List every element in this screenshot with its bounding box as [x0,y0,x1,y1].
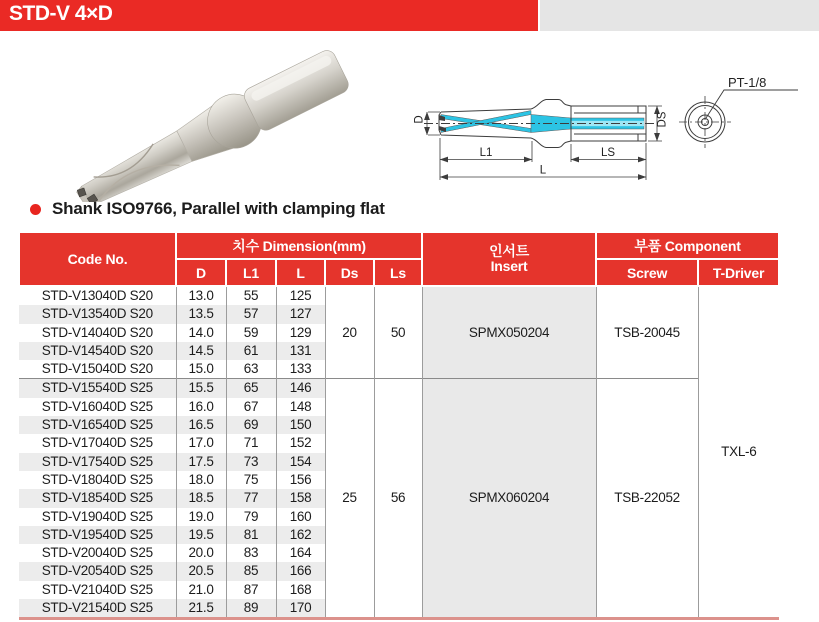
l-cell: 131 [276,342,325,360]
d-cell: 20.0 [176,544,226,562]
header-dimension: 치수 Dimension(mm) [176,232,422,259]
d-cell: 15.0 [176,360,226,379]
code-cell: STD-V19540D S25 [19,526,176,544]
d-cell: 18.0 [176,471,226,489]
dim-label-ls: LS [600,147,616,159]
l1-cell: 73 [226,453,276,471]
d-cell: 16.0 [176,398,226,416]
d-cell: 14.5 [176,342,226,360]
l1-cell: 65 [226,379,276,398]
l-cell: 152 [276,434,325,452]
d-cell: 21.5 [176,599,226,619]
code-cell: STD-V14040D S20 [41,324,153,340]
d-cell: 13.0 [176,286,226,305]
l1-cell: 57 [226,305,276,323]
d-cell: 20.5 [176,562,226,580]
header-insert [422,232,596,286]
d-cell: 15.5 [176,379,226,398]
l1-cell: 85 [226,562,276,580]
insert-merged-cell: SPMX060204 [422,379,596,619]
l-cell: 129 [276,324,325,342]
header-screw: Screw [596,259,698,286]
l1-cell: 61 [226,342,276,360]
ls-merged-cell: 56 [374,379,422,619]
l1-cell: 77 [226,489,276,507]
header-l: L [276,259,325,286]
header-d: D [176,259,226,286]
dim-label-l1: L1 [479,147,493,159]
insert-merged-cell: SPMX050204 [422,286,596,379]
l1-cell: 75 [226,471,276,489]
l-cell: 150 [276,416,325,434]
code-cell: STD-V20040D S25 [41,545,153,561]
header-l1: L1 [226,259,276,286]
title-bar [0,0,538,31]
l-cell: 158 [276,489,325,507]
table-row [19,379,779,398]
l1-cell: 67 [226,398,276,416]
code-cell: STD-V13540D S20 [19,305,176,323]
code-cell: STD-V18040D S25 [41,471,153,487]
d-cell: 13.5 [176,305,226,323]
l1-cell: 87 [226,581,276,599]
l-cell: 133 [276,360,325,379]
header-ds: Ds [325,259,374,286]
l1-cell: 71 [226,434,276,452]
product-photo [58,50,368,202]
l-cell: 146 [276,379,325,398]
l1-cell: 63 [226,360,276,379]
dim-label-d: D [413,115,426,124]
l-cell: 162 [276,526,325,544]
l-cell: 125 [276,286,325,305]
screw-merged-cell: TSB-20045 [596,286,698,379]
l-cell: 156 [276,471,325,489]
page-title: STD-V 4×D [9,2,113,25]
d-cell: 19.5 [176,526,226,544]
d-cell: 16.5 [176,416,226,434]
l-cell: 166 [276,562,325,580]
l-cell: 164 [276,544,325,562]
d-cell: 21.0 [176,581,226,599]
l1-cell: 69 [226,416,276,434]
spec-table [18,231,780,620]
d-cell: 18.5 [176,489,226,507]
l1-cell: 89 [226,599,276,619]
l-cell: 154 [276,453,325,471]
dim-label-ds: DS [656,111,669,128]
note-text: Shank ISO9766, Parallel with clamping flat [52,199,385,218]
title-bar-gray-segment [540,0,819,31]
code-cell: STD-V14540D S20 [19,342,176,360]
code-cell: STD-V16540D S25 [19,416,176,434]
bullet-icon [30,204,41,215]
ds-merged-cell: 25 [325,379,374,619]
d-cell: 19.0 [176,508,226,526]
d-cell: 17.5 [176,453,226,471]
code-cell: STD-V18540D S25 [19,489,176,507]
code-cell: STD-V19040D S25 [41,508,153,524]
code-cell: STD-V20540D S25 [19,562,176,580]
code-cell: STD-V21540D S25 [19,599,176,619]
code-cell: STD-V17540D S25 [19,453,176,471]
header-code: Code No. [19,232,176,286]
header-tdriver: T-Driver [698,259,779,286]
l1-cell: 55 [226,286,276,305]
dim-label-l: L [539,164,547,177]
table-row [19,286,779,305]
header-insert-en: Insert [490,258,528,274]
header-component: 부품 Component [596,232,779,259]
l1-cell: 79 [226,508,276,526]
d-cell: 14.0 [176,324,226,342]
code-cell: STD-V17040D S25 [41,435,153,451]
technical-drawing [400,58,819,200]
code-cell: STD-V16040D S25 [41,398,153,414]
code-cell: STD-V13040D S20 [41,288,153,303]
screw-merged-cell: TSB-22052 [596,379,698,619]
l1-cell: 83 [226,544,276,562]
code-cell: STD-V15540D S25 [19,379,176,398]
d-cell: 17.0 [176,434,226,452]
l-cell: 168 [276,581,325,599]
l1-cell: 59 [226,324,276,342]
l-cell: 170 [276,599,325,619]
ds-merged-cell: 20 [325,286,374,379]
drill-flute-body [78,131,192,202]
tdriver-merged-cell: TXL-6 [698,286,779,619]
port-label: PT-1/8 [728,75,767,90]
l-cell: 127 [276,305,325,323]
note-line [30,199,385,219]
header-ls: Ls [374,259,422,286]
l1-cell: 81 [226,526,276,544]
ls-merged-cell: 50 [374,286,422,379]
code-cell: STD-V21040D S25 [41,581,153,597]
l-cell: 160 [276,508,325,526]
header-insert-kr: 인서트 [489,243,530,259]
l-cell: 148 [276,398,325,416]
code-cell: STD-V15040D S20 [41,361,153,377]
